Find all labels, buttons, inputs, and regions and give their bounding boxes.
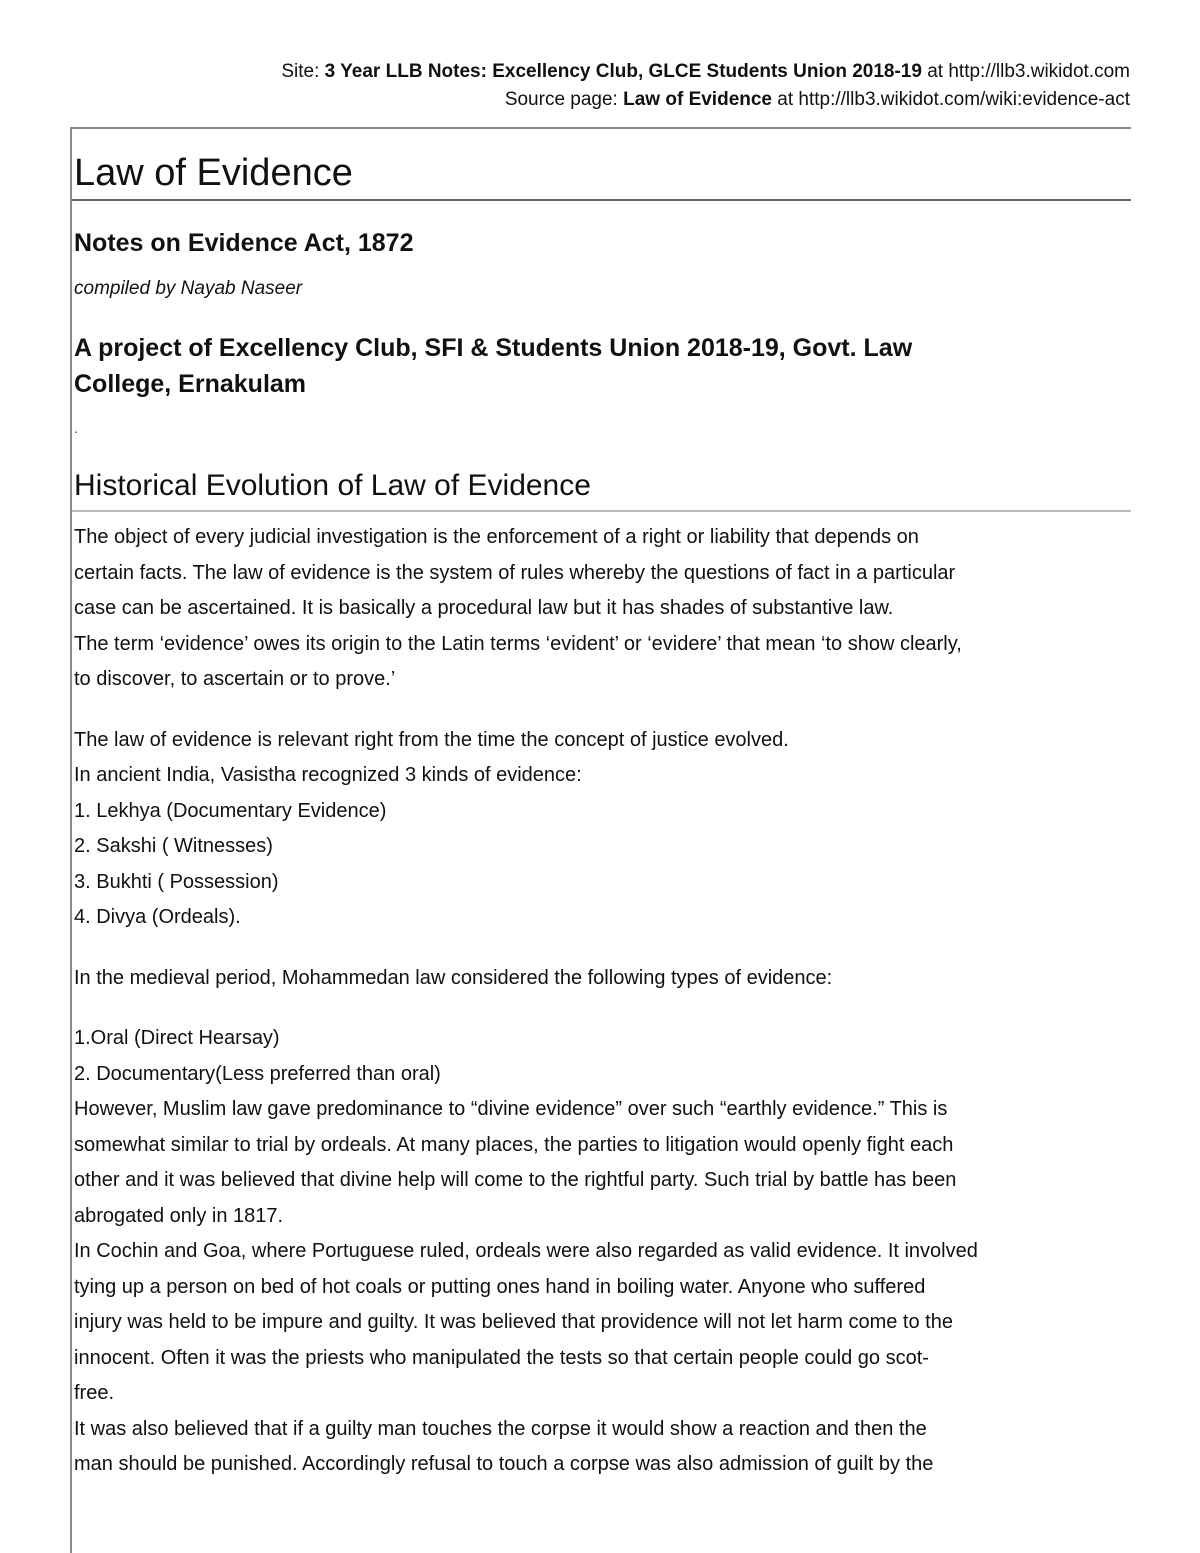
text-line: innocent. Often it was the priests who manipulated the tests so that certain people could go scot- xyxy=(74,1346,929,1369)
list-item: 3. Bukhti ( Possession) xyxy=(74,870,279,893)
site-url: at http://llb3.wikidot.com xyxy=(921,61,1130,82)
text-line: It was also believed that if a guilty man touches the corpse it would show a reaction and then the xyxy=(74,1417,927,1440)
page-title: Law of Evidence xyxy=(74,152,353,194)
source-prefix: Source page: xyxy=(504,89,624,110)
project-heading xyxy=(74,330,1114,402)
paragraph-3 xyxy=(74,961,1126,997)
compiled-by: compiled by Nayab Naseer xyxy=(74,278,303,299)
text-line: tying up a person on bed of hot coals or putting ones hand in boiling water. Anyone who suffered xyxy=(74,1275,926,1298)
list-item: 4. Divya (Ordeals). xyxy=(74,906,241,928)
site-prefix: Site: xyxy=(281,61,325,82)
notes-heading: Notes on Evidence Act, 1872 xyxy=(74,229,414,257)
text-line: free. xyxy=(74,1382,115,1404)
page-source-header xyxy=(281,58,1130,114)
text-line: to discover, to ascertain or to prove.’ xyxy=(74,668,396,690)
site-name-link[interactable]: 3 Year LLB Notes: Excellency Club, GLCE Students Union 2018-19 xyxy=(324,61,922,82)
list-item: 1.Oral (Direct Hearsay) xyxy=(74,1027,280,1049)
text-line: abrogated only in 1817. xyxy=(74,1204,284,1227)
spacer-dot: . xyxy=(74,420,78,436)
text-line: case can be ascertained. It is basically a procedural law but it has shades of substantive law. xyxy=(74,597,894,619)
text-line: other and it was believed that divine help will come to the rightful party. Such trial by battle has been xyxy=(74,1169,957,1191)
text-line: However, Muslim law gave predominance to “divine evidence” over such “earthly evidence.” This is xyxy=(74,1098,948,1120)
title-divider xyxy=(72,199,1131,201)
article-body xyxy=(74,520,1126,1483)
paragraph-2 xyxy=(74,723,1126,936)
text-line: In Cochin and Goa, where Portuguese ruled, ordeals were also regarded as valid evidence. It involved xyxy=(74,1240,978,1262)
text-line: In ancient India, Vasistha recognized 3 kinds of evidence: xyxy=(74,764,582,786)
source-name-link[interactable]: Law of Evidence xyxy=(623,89,772,110)
project-heading-line-2: College, Ernakulam xyxy=(74,370,307,398)
project-heading-line-1: A project of Excellency Club, SFI & Students Union 2018-19, Govt. Law xyxy=(74,334,913,362)
list-item: 2. Documentary(Less preferred than oral) xyxy=(74,1062,441,1085)
text-line: The term ‘evidence’ owes its origin to the Latin terms ‘evident’ or ‘evidere’ that mean ‘to show clearly, xyxy=(74,632,962,655)
section-divider xyxy=(72,510,1131,512)
list-item: 2. Sakshi ( Witnesses) xyxy=(74,835,273,857)
site-line xyxy=(281,58,1130,86)
section-heading: Historical Evolution of Law of Evidence xyxy=(74,469,591,502)
paragraph-1 xyxy=(74,520,1126,698)
text-line: somewhat similar to trial by ordeals. At many places, the parties to litigation would openly fight each xyxy=(74,1133,954,1156)
paragraph-4 xyxy=(74,1021,1126,1483)
text-line: certain facts. The law of evidence is the system of rules whereby the questions of fact in a particular xyxy=(74,561,956,584)
text-line: In the medieval period, Mohammedan law considered the following types of evidence: xyxy=(74,966,833,989)
text-line: The law of evidence is relevant right from the time the concept of justice evolved. xyxy=(74,728,789,751)
source-line xyxy=(281,86,1130,114)
list-item: 1. Lekhya (Documentary Evidence) xyxy=(74,799,387,822)
source-url: at http://llb3.wikidot.com/wiki:evidence-act xyxy=(772,89,1130,110)
text-line: The object of every judicial investigation is the enforcement of a right or liability that depends on xyxy=(74,526,919,548)
text-line: injury was held to be impure and guilty. It was believed that providence will not let harm come to the xyxy=(74,1311,953,1333)
text-line: man should be punished. Accordingly refusal to touch a corpse was also admission of guilt by the xyxy=(74,1453,934,1475)
